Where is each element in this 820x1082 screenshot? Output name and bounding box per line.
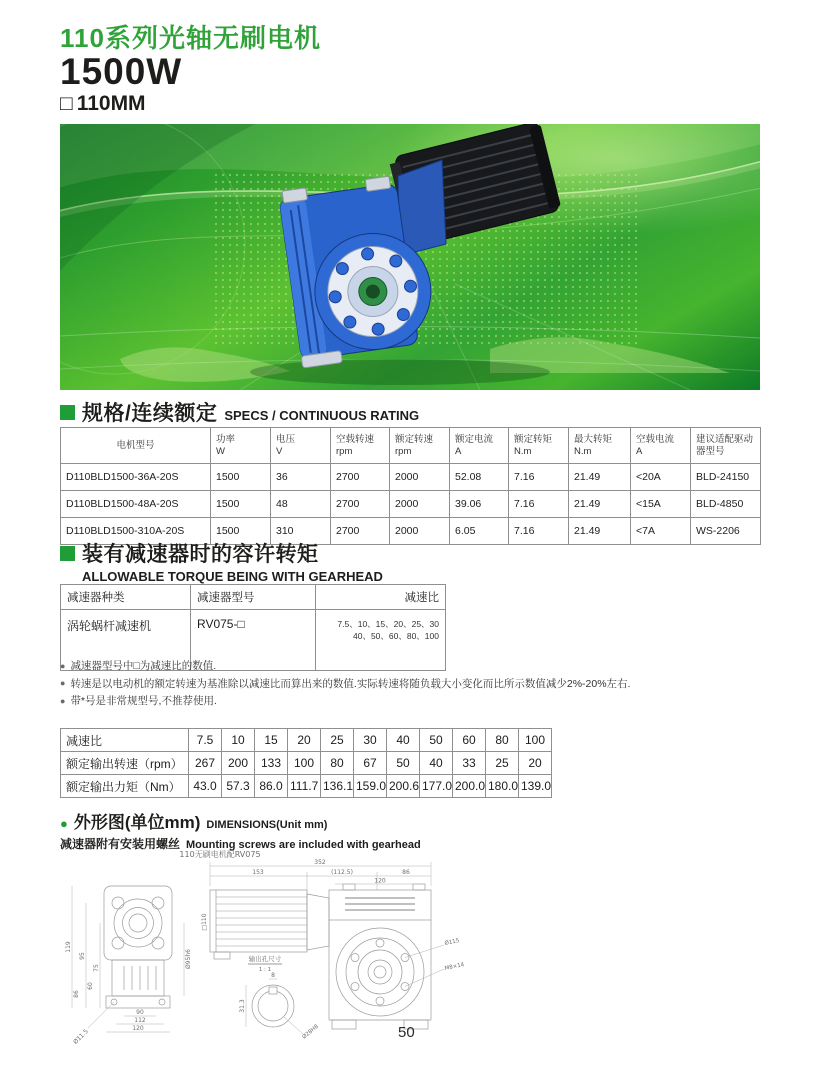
cell: 7.16 — [509, 464, 569, 491]
cell: 7.16 — [509, 518, 569, 545]
dim-front-w1: 90 — [136, 1009, 144, 1016]
row-label: 额定输出力矩（Nm） — [61, 775, 189, 798]
dim-front-h2: 95 — [79, 952, 86, 960]
cell: <20A — [631, 464, 691, 491]
dim-gearbox-length: 86 — [402, 869, 410, 876]
dim-overall-length: 352 — [314, 859, 326, 866]
gearhead-model: RV075-□ — [191, 610, 316, 671]
note-text: 减速器型号中□为减速比的数值. — [70, 660, 217, 672]
cell: 43.0 — [189, 775, 222, 798]
col-header: 建议适配驱动器型号 — [691, 428, 761, 464]
note-text: 带*号是非常规型号,不推荐使用. — [70, 695, 217, 707]
col-header: 空载转速 rpm — [331, 428, 390, 464]
row-label: 额定输出转速（rpm） — [61, 752, 189, 775]
cell: 136.1 — [321, 775, 354, 798]
gearhead-table — [60, 584, 446, 671]
note-item — [60, 696, 770, 707]
note-text: 转速是以电动机的额定转速为基准除以减速比而算出来的数值.实际转速将随负载大小变化而比所示数值减少2%-20%左右. — [70, 677, 631, 690]
specs-table — [60, 427, 761, 545]
cell: 2700 — [331, 464, 390, 491]
cell: 133 — [255, 752, 288, 775]
dim-key-width: 8 — [271, 972, 275, 979]
table-row — [61, 464, 761, 491]
cell: 6.05 — [450, 518, 509, 545]
col-header: 额定电流 A — [450, 428, 509, 464]
cell: 67 — [354, 752, 387, 775]
cell: 10 — [222, 729, 255, 752]
cell: 21.49 — [569, 518, 631, 545]
gearhead-title-cn: 装有减速器时的容许转矩 — [82, 543, 319, 566]
dim-front-flange: Ø95h6 — [185, 949, 192, 969]
dim-front-w2: 112 — [134, 1017, 146, 1024]
dimensions-title-cn: 外形图(单位mm) — [73, 813, 201, 832]
cell: 33 — [453, 752, 486, 775]
cell: 7.16 — [509, 491, 569, 518]
specs-title-cn: 规格/连续额定 — [82, 402, 218, 425]
cell: 111.7 — [288, 775, 321, 798]
square-symbol: □ — [60, 92, 73, 116]
col-header: 额定转速 rpm — [390, 428, 450, 464]
cell: 57.3 — [222, 775, 255, 798]
cell: 80 — [321, 752, 354, 775]
gearhead-header-row — [61, 585, 446, 610]
cell: BLD-4850 — [691, 491, 761, 518]
mounting-note-en: Mounting screws are included with gearhead — [186, 839, 421, 851]
cell: 1500 — [211, 464, 271, 491]
specs-header-row — [61, 428, 761, 464]
col-header: 减速比 — [316, 585, 446, 610]
row-label: 减速比 — [61, 729, 189, 752]
product-shadow — [250, 359, 550, 385]
col-header: 功率 W — [211, 428, 271, 464]
ratio-line: 40、50、60、80、100 — [352, 631, 439, 642]
specs-title-en: SPECS / CONTINUOUS RATING — [224, 408, 420, 423]
cell: 159.0 — [354, 775, 387, 798]
cell: 25 — [321, 729, 354, 752]
cell: 177.0 — [420, 775, 453, 798]
cell: 310 — [271, 518, 331, 545]
cell: WS-2206 — [691, 518, 761, 545]
col-header: 电机型号 — [61, 428, 211, 464]
frame-size — [60, 91, 321, 116]
dim-front-w3: 120 — [132, 1025, 144, 1032]
cell: 80 — [486, 729, 519, 752]
page-number: 50 — [398, 1024, 415, 1041]
cell: 21.49 — [569, 464, 631, 491]
cell: 100 — [519, 729, 552, 752]
col-header: 电压 V — [271, 428, 331, 464]
dim-front-h3: 75 — [93, 964, 100, 972]
gearhead-type: 涡轮蜗杆减速机 — [61, 610, 191, 671]
note-item — [60, 661, 770, 672]
dim-bore-depth: 31.3 — [239, 999, 246, 1013]
side-view-dims — [210, 862, 444, 987]
bullet-icon: ● — [60, 695, 66, 706]
cell: 20 — [288, 729, 321, 752]
col-header: 额定转矩 N.m — [509, 428, 569, 464]
cell: 36 — [271, 464, 331, 491]
cell: 267 — [189, 752, 222, 775]
col-header: 减速器型号 — [191, 585, 316, 610]
cell: 200 — [222, 752, 255, 775]
cell: 39.06 — [450, 491, 509, 518]
cell: 48 — [271, 491, 331, 518]
cell: <15A — [631, 491, 691, 518]
power-rating: 1500W — [60, 50, 183, 92]
cell: BLD-24150 — [691, 464, 761, 491]
section-square-icon — [60, 546, 75, 561]
cell: D110BLD1500-36A-20S — [61, 464, 211, 491]
cell: 50 — [420, 729, 453, 752]
dim-front-hole: Ø11.5 — [72, 1028, 90, 1046]
cell: 60 — [453, 729, 486, 752]
adapter-flange — [398, 160, 446, 256]
cell: 2000 — [390, 491, 450, 518]
cell: 200.0 — [453, 775, 486, 798]
cell: 52.08 — [450, 464, 509, 491]
cell: 20 — [519, 752, 552, 775]
mounting-note-cn: 减速器附有安装用螺丝 — [60, 837, 181, 851]
cell: 100 — [288, 752, 321, 775]
cell: 180.0 — [486, 775, 519, 798]
cell: D110BLD1500-310A-20S — [61, 518, 211, 545]
specs-section-title — [60, 397, 419, 427]
cell: 21.49 — [569, 491, 631, 518]
col-header: 减速器种类 — [61, 585, 191, 610]
cell: 1500 — [211, 491, 271, 518]
cell: 2000 — [390, 464, 450, 491]
note-item — [60, 679, 770, 690]
torque-row — [61, 775, 552, 798]
dim-motor-length: 153 — [252, 869, 264, 876]
dim-gearbox-top-width: 120 — [374, 877, 386, 885]
dim-mid-length: (112.5) — [331, 869, 353, 876]
dim-front-h1: 119 — [65, 941, 72, 953]
page-header — [60, 24, 321, 117]
bullet-icon: ● — [60, 678, 66, 689]
cell: <7A — [631, 518, 691, 545]
bullet-icon: ● — [60, 660, 66, 671]
dimensions-title-en: DIMENSIONS(Unit mm) — [206, 819, 328, 831]
cell: 30 — [354, 729, 387, 752]
ratio-line: 7.5、10、15、20、25、30 — [337, 619, 439, 629]
speed-row — [61, 752, 552, 775]
cell: 2700 — [331, 518, 390, 545]
section-square-icon — [60, 405, 75, 420]
drawing-caption: 110无刷电机配RV075 — [179, 850, 261, 859]
cell: 139.0 — [519, 775, 552, 798]
cell: 50 — [387, 752, 420, 775]
col-header: 空载电流 A — [631, 428, 691, 464]
dim-motor-frame: □110 — [201, 913, 208, 931]
cell: 25 — [486, 752, 519, 775]
table-row — [61, 491, 761, 518]
dim-flange-dia: Ø115 — [444, 938, 460, 947]
dim-front-b1: 86 — [73, 990, 80, 998]
ratio-table — [60, 728, 552, 798]
dim-front-b2: 60 — [87, 982, 94, 990]
product-banner — [60, 124, 760, 390]
gearhead-section-title — [60, 538, 383, 584]
banner-graphic — [60, 124, 760, 390]
cell: D110BLD1500-48A-20S — [61, 491, 211, 518]
col-header: 最大转矩 N.m — [569, 428, 631, 464]
cell: 40 — [420, 752, 453, 775]
bullet-icon: ● — [60, 816, 68, 831]
output-title: 输出孔尺寸 — [248, 955, 282, 963]
series-title: 110系列光轴无刷电机 — [60, 23, 321, 53]
output-scale: 1 : 1 — [258, 967, 272, 973]
dim-bore: Ø28H8 — [301, 1023, 320, 1041]
gearhead-title-en: ALLOWABLE TORQUE BEING WITH GEARHEAD — [82, 569, 383, 584]
notes-list — [60, 661, 770, 714]
frame-size-label: 110MM — [76, 92, 146, 116]
cell: 40 — [387, 729, 420, 752]
cell: 7.5 — [189, 729, 222, 752]
front-view-dims — [72, 886, 184, 1032]
front-view — [104, 886, 172, 1008]
cell: 2700 — [331, 491, 390, 518]
cell: 2000 — [390, 518, 450, 545]
dim-bolt: M8×14 — [444, 961, 465, 972]
cell: 86.0 — [255, 775, 288, 798]
cell: 200.6 — [387, 775, 420, 798]
ratio-row — [61, 729, 552, 752]
cell: 15 — [255, 729, 288, 752]
cell: 1500 — [211, 518, 271, 545]
